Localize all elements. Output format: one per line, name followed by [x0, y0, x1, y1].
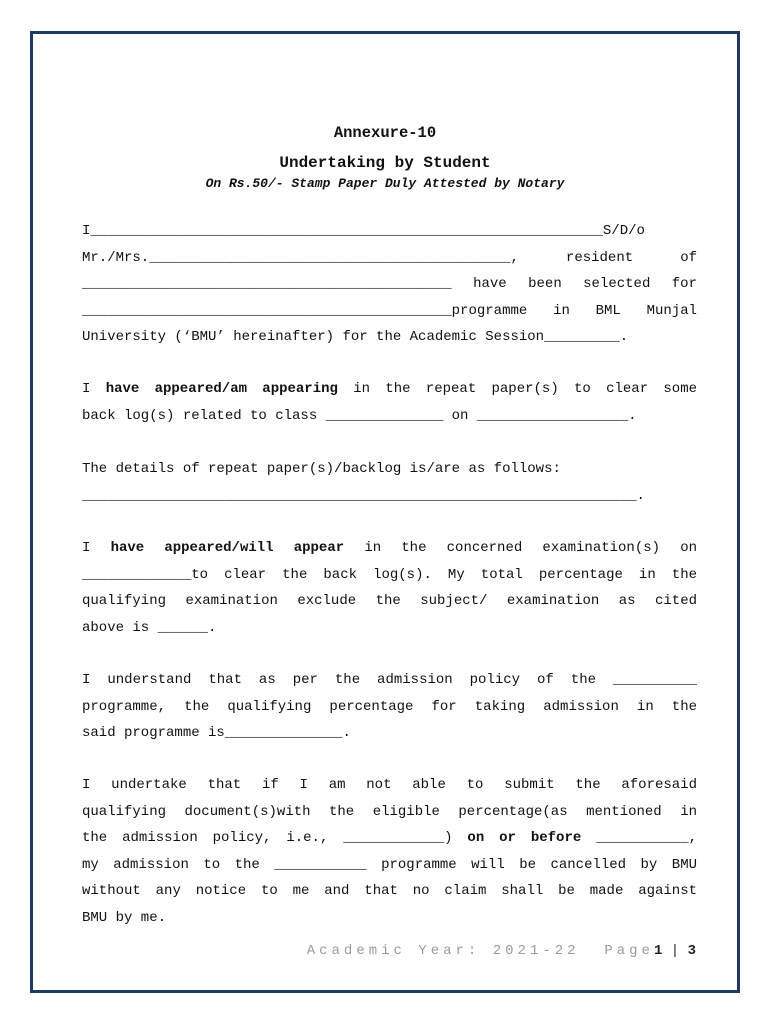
session-line: University (‘BMU’ hereinafter) for the Academic Session_________.: [82, 329, 629, 345]
annexure-heading: Annexure-10: [333, 124, 437, 142]
examination-line-1: [82, 535, 697, 562]
examination-line-4: above is ______.: [82, 619, 217, 636]
residence-blank: ____________________________________________: [82, 276, 452, 292]
name-blank-line: I_____________________________________________________________S/D/o: [82, 223, 645, 239]
backlog-details-blank: __________________________________________________________________.: [82, 487, 645, 504]
pronoun-i: I: [82, 381, 91, 397]
page-total: 3: [687, 943, 696, 959]
undertaking-paragraph: [82, 772, 697, 931]
policy-line-1: I understand that as per the admission policy of the __________: [82, 672, 697, 688]
student-details-paragraph: [82, 218, 697, 351]
backlog-details-line-1: The details of repeat paper(s)/backlog is/are as follows:: [82, 461, 561, 477]
undertaking-line-1: I undertake that if I am not able to submit the aforesaid: [82, 777, 697, 793]
residence-line: [82, 271, 697, 298]
repeat-paper-line-1: [82, 376, 697, 403]
policy-line-2: programme, the qualifying percentage for taking admission in the: [82, 698, 697, 715]
document-subtitle: On Rs.50/- Stamp Paper Duly Attested by Notary: [205, 176, 565, 191]
on-or-before-bold-text: on or before: [467, 830, 582, 846]
selected-text: have been selected for: [473, 276, 697, 292]
undertaking-line-3: [82, 825, 697, 852]
examination-text: in the concerned examination(s) on: [364, 540, 697, 556]
repeat-paper-text: in the repeat paper(s) to clear some: [353, 381, 698, 397]
page-number: 1: [653, 943, 663, 959]
appeared-bold-text: have appeared/am appearing: [105, 381, 338, 397]
academic-year-label: Academic Year: 2021-22 Page: [306, 943, 654, 959]
repeat-paper-paragraph: [82, 376, 697, 429]
will-appear-bold-text: have appeared/will appear: [110, 540, 345, 556]
document-title: Undertaking by Student: [279, 154, 491, 172]
policy-line-3: said programme is______________.: [82, 725, 351, 741]
of-word: of: [680, 249, 697, 266]
university-text: in BML Munjal: [553, 302, 698, 319]
undertaking-line-2: qualifying document(s)with the eligible percentage(as mentioned in: [82, 803, 697, 820]
date-blank: ___________,: [596, 830, 698, 846]
parent-name-blank: Mr./Mrs.___________________________________________,: [82, 249, 519, 266]
admission-policy-paragraph: [82, 667, 697, 747]
parent-name-line: [82, 245, 697, 272]
pronoun-i: I: [82, 540, 91, 556]
repeat-paper-line-2: back log(s) related to class ______________ on __________________.: [82, 407, 637, 424]
undertaking-line-5: without any notice to me and that no claim shall be made against: [82, 883, 697, 899]
backlog-details-paragraph: [82, 456, 697, 509]
examination-line-3: qualifying examination exclude the subject/ examination as cited: [82, 593, 697, 609]
undertaking-line-4: my admission to the ___________ programme will be cancelled by BMU: [82, 856, 697, 873]
resident-word: resident: [565, 249, 634, 266]
examination-line-2: _____________to clear the back log(s). My total percentage in the: [82, 566, 697, 583]
programme-line: [82, 298, 697, 325]
page-separator: |: [670, 943, 680, 959]
undertaking-line-6: BMU by me.: [82, 909, 167, 926]
programme-blank: ____________________________________________programme: [82, 302, 528, 319]
policy-date-blank: the admission policy, i.e., ____________): [82, 830, 453, 846]
page-footer: [307, 943, 696, 959]
examination-paragraph: [82, 535, 697, 641]
